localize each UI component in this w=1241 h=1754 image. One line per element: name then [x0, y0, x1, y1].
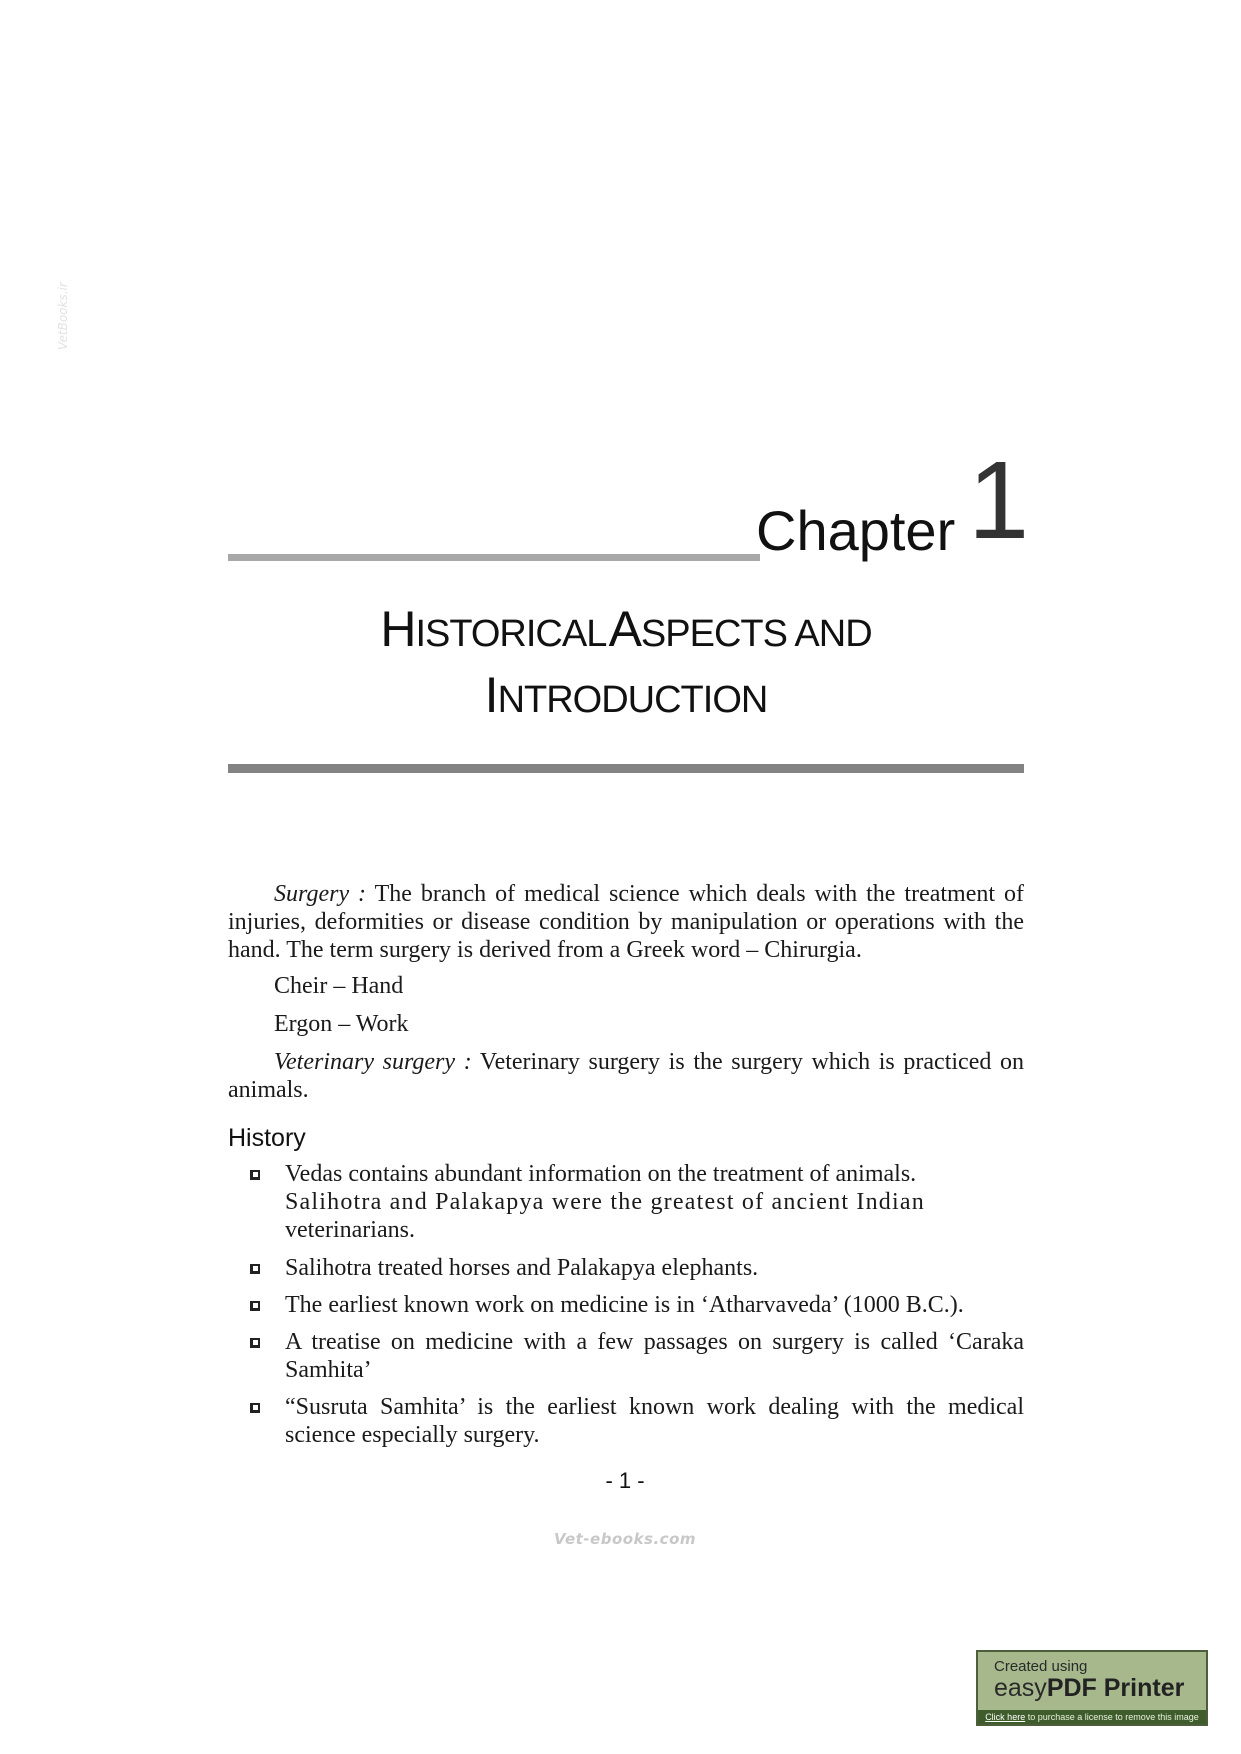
easypdf-printer-badge[interactable] [976, 1650, 1208, 1726]
list-item: A treatise on medicine with a few passages on surgery is called ‘Caraka Samhita’ [228, 1328, 1024, 1384]
purchase-license-link[interactable]: Click here [985, 1712, 1026, 1722]
veterinary-surgery-text: Veterinary surgery is the surgery which is practiced on animals. [228, 1049, 1024, 1103]
list-item: Salihotra treated horses and Palakapya elephants. [228, 1254, 1024, 1282]
badge-license-bar: Click here to purchase a license to remove this image [978, 1710, 1206, 1724]
side-watermark: VetBooks.ir [56, 282, 70, 350]
list-item: The earliest known work on medicine is in ‘Atharvaveda’ (1000 B.C.). [228, 1291, 1024, 1319]
checkbox-bullet-icon [250, 1403, 260, 1413]
chapter-title-line-1: HISTORICAL ASPECTS AND [380, 601, 872, 657]
badge-brand: easyPDF Printer [994, 1674, 1185, 1702]
badge-created-label: Created using [994, 1658, 1088, 1675]
surgery-text: The branch of medical science which deals with the treatment of injuries, deformities or disease condition by manipulation or operations with the hand. The term surgery is derived from a Greek word – Chirurgia. [228, 881, 1025, 963]
chapter-number: 1 [968, 439, 1030, 562]
surgery-definition [228, 880, 1024, 964]
checkbox-bullet-icon [250, 1338, 260, 1348]
title-rule [228, 764, 1024, 773]
chapter-rule [228, 554, 760, 561]
ergon-line: Ergon – Work [274, 1011, 409, 1037]
history-heading: History [228, 1124, 306, 1152]
list-item: Vedas contains abundant information on the treatment of animals. Salihotra and Palakapya were the greatest of ancient Indian veterinarians. [228, 1160, 1024, 1244]
history-list [228, 1160, 1024, 1449]
surgery-term: Surgery : [274, 881, 367, 907]
chapter-label: Chapter [756, 499, 956, 562]
chapter-title-line-2: INTRODUCTION [484, 667, 768, 723]
page-number: - 1 - [605, 1468, 645, 1493]
checkbox-bullet-icon [250, 1301, 260, 1311]
checkbox-bullet-icon [250, 1170, 260, 1180]
veterinary-surgery-term: Veterinary surgery : [274, 1049, 472, 1075]
list-item: “Susruta Samhita’ is the earliest known work dealing with the medical science especially surgery. [228, 1393, 1024, 1449]
cheir-line: Cheir – Hand [274, 973, 404, 999]
checkbox-bullet-icon [250, 1264, 260, 1274]
footer-watermark-logo: Vet-ebooks.com [553, 1530, 697, 1548]
veterinary-surgery-definition [228, 1048, 1024, 1104]
